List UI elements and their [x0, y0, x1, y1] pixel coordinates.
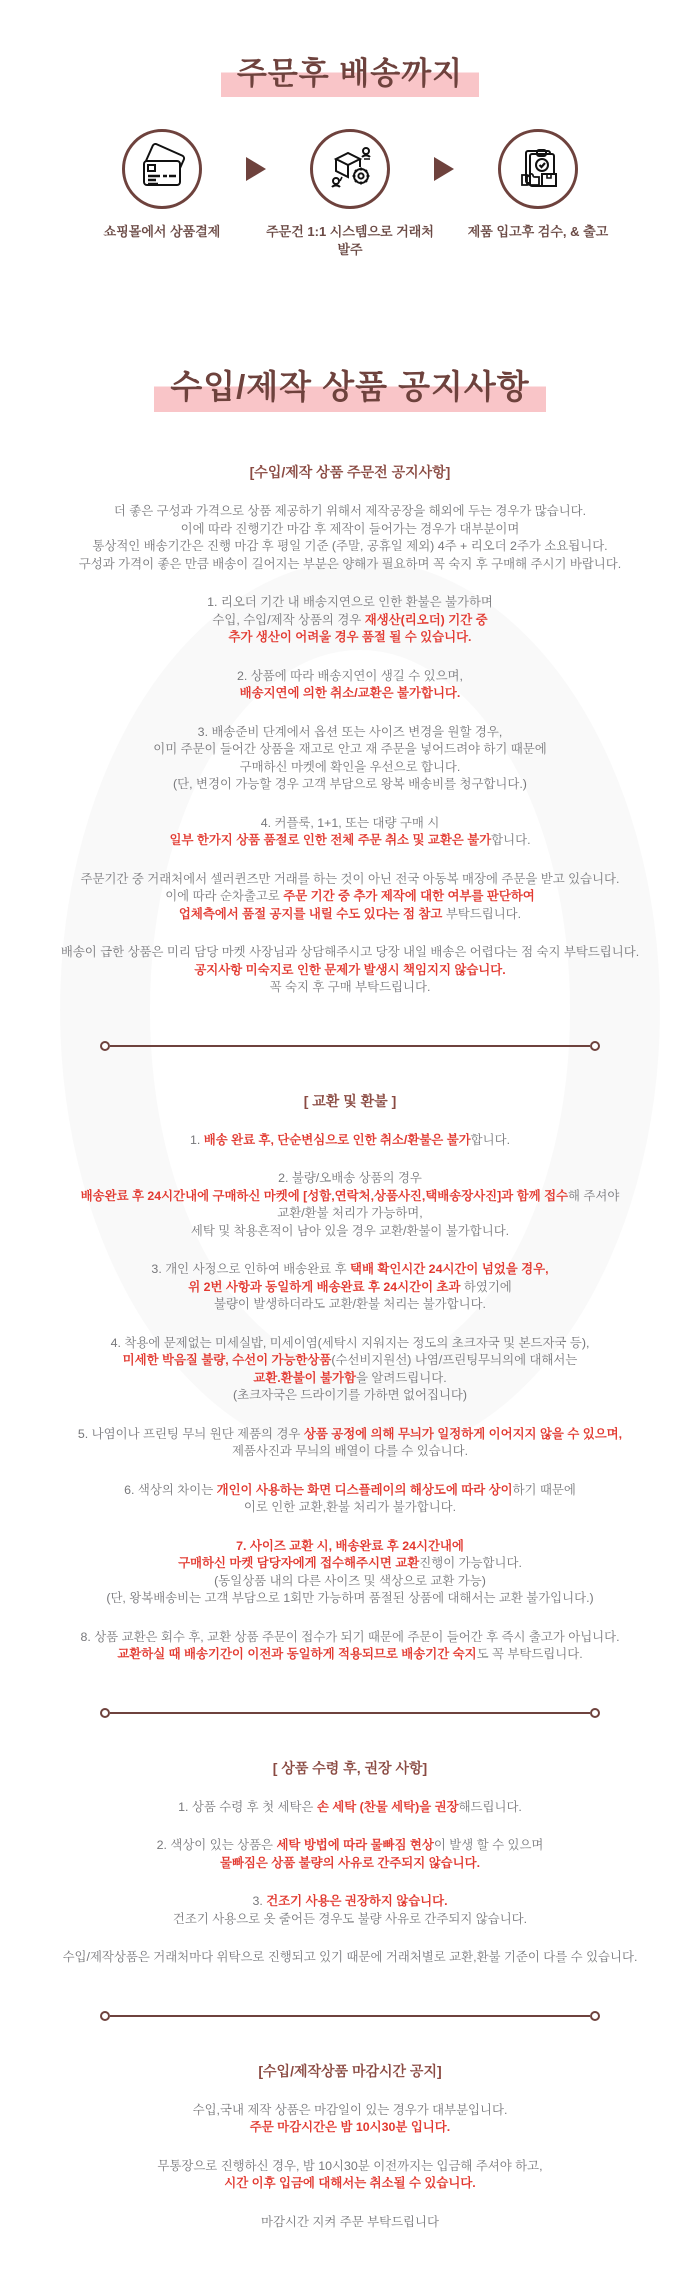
notice-text: 8. 상품 교환은 회수 후, 교환 상품 주문이 접수가 되기 때문에 주문이 들어간 후 즉시 출고가 아닙니다.	[80, 1629, 620, 1644]
notice-paragraph	[0, 1629, 700, 1664]
notice-text: (수선비지원선) 나염/프린팅무늬의에 대해서는	[331, 1353, 578, 1367]
notice-line	[0, 741, 700, 759]
notice-line	[0, 906, 700, 924]
notice-text: 4. 착용에 문제없는 미세실밥, 미세이염(세탁시 지워지는 정도의 초크자국 및 본드자국 등),	[110, 1335, 590, 1350]
notice-text: 하기 때문에	[512, 1482, 576, 1497]
notice-paragraph	[0, 1893, 700, 1928]
divider-dot	[100, 2011, 110, 2021]
process-step-payment	[78, 129, 246, 241]
notice-line	[0, 1387, 700, 1405]
notice-line	[0, 1893, 700, 1911]
notice-text: 부탁드립니다.	[445, 906, 522, 921]
notice-text: 더 좋은 구성과 가격으로 상품 제공하기 위해서 제작공장을 해외에 두는 경우가 많습니다.	[113, 504, 587, 518]
divider-line	[110, 1712, 590, 1714]
notice-line	[0, 1443, 700, 1461]
notice-text: 5. 나염이나 프린팅 무늬 원단 제품의 경우	[77, 1426, 304, 1441]
notice-text: 이 발생 할 수 있으며	[433, 1838, 544, 1852]
divider-dot	[100, 1708, 110, 1718]
order-system-icon	[310, 129, 390, 209]
arrow-right-icon	[434, 157, 454, 181]
credit-card-icon	[122, 129, 202, 209]
notice-line	[0, 1499, 700, 1517]
process-step-label: 쇼핑몰에서 상품결제	[103, 224, 221, 239]
notice-text-emphasis: 건조기 사용은 권장하지 않습니다.	[266, 1894, 448, 1908]
notice-text: 수입/제작상품은 거래처마다 위탁으로 진행되고 있기 때문에 거래처별로 교환,환불 기준이 다를 수 있습니다.	[62, 1950, 638, 1964]
notice-sections	[0, 462, 700, 2231]
notice-text-emphasis: 손 세탁 (찬물 세탁)을 권장	[316, 1799, 459, 1814]
notice-text-emphasis: 세탁 방법에 따라 물빠짐 현상	[276, 1838, 434, 1852]
notice-line	[0, 871, 700, 889]
notice-text-emphasis: 물빠짐은 상품 불량의 사유로 간주되지 않습니다.	[219, 1855, 481, 1870]
notice-text: 진행이 가능합니다.	[419, 1556, 522, 1570]
notice-text: 주문기간 중 거래처에서 셀러퀸즈만 거래를 하는 것이 아닌 전국 아동복 매장에 주문을 받고 있습니다.	[80, 871, 620, 886]
notice-text-emphasis: 배송지연에 의한 취소/교환은 불가합니다.	[239, 686, 461, 700]
notice-paragraph	[0, 2102, 700, 2137]
notice-line	[0, 1629, 700, 1647]
notice-line	[0, 1555, 700, 1573]
notice-line	[0, 724, 700, 742]
notice-line	[0, 1426, 700, 1444]
notice-line	[0, 2119, 700, 2137]
notice-paragraph	[0, 944, 700, 997]
notice-line	[0, 1205, 700, 1223]
section-subheading: [ 교환 및 환불 ]	[303, 1092, 397, 1109]
notice-line	[0, 2102, 700, 2120]
notice-line	[0, 1132, 700, 1150]
notice-line	[0, 668, 700, 686]
notice-text-emphasis: 교환하실 때 배송기간이 이전과 동일하게 적용되므로 배송기간 숙지	[117, 1647, 477, 1661]
notice-text-emphasis: 재생산(리오더) 기간 중	[364, 612, 488, 627]
notice-line	[0, 832, 700, 850]
notice-text: 이미 주문이 들어간 상품을 재고로 안고 재 주문을 넣어드려야 하기 때문에	[153, 742, 547, 756]
notice-paragraph	[0, 594, 700, 647]
notice-text: 해드립니다.	[458, 1799, 522, 1814]
notice-text: 3.	[252, 1894, 267, 1908]
notice-text: 꼭 숙지 후 구매 부탁드립니다.	[269, 980, 431, 994]
notice-text: 합니다.	[491, 833, 531, 847]
notice-text: (초크자국은 드라이기를 가하면 없어집니다)	[232, 1388, 468, 1402]
notice-text: 제품사진과 무늬의 배열이 다를 수 있습니다.	[231, 1444, 469, 1458]
notice-line	[0, 685, 700, 703]
notice-paragraph	[0, 668, 700, 703]
notice-line	[0, 1837, 700, 1855]
notice-paragraph	[0, 1538, 700, 1608]
notice-paragraph	[0, 2214, 700, 2232]
section-subheading: [ 상품 수령 후, 권장 사항]	[272, 1759, 428, 1776]
notice-line	[0, 1855, 700, 1873]
section-subheading: [수입/제작 상품 주문전 공지사항]	[249, 464, 451, 480]
notice-line	[0, 503, 700, 521]
notice-paragraph	[0, 2158, 700, 2193]
arrow-right-icon	[246, 157, 266, 181]
notice-paragraph	[0, 1837, 700, 1872]
notice-paragraph	[0, 1799, 700, 1817]
notice-text-emphasis: 추가 생산이 어려울 경우 품절 될 수 있습니다.	[228, 630, 472, 644]
notice-line	[0, 1949, 700, 1967]
notice-line	[0, 759, 700, 777]
notice-text-emphasis: 배송완료 후 24시간내에 구매하신 마켓에 [성함,연락처,상품사진,택배송장사진]과 함께 접수	[80, 1188, 569, 1203]
notice-text: 1. 상품 수령 후 첫 세탁은	[178, 1799, 317, 1814]
notice-line	[0, 1573, 700, 1591]
notice-text: 무통장으로 진행하신 경우, 밤 10시30분 이전까지는 입금해 주셔야 하고,	[157, 2158, 543, 2173]
notice-paragraph	[0, 724, 700, 794]
notice-paragraph	[0, 1261, 700, 1314]
notice-title-highlight: 수입/제작 상품 공지사항	[154, 359, 545, 414]
divider-dot	[590, 2011, 600, 2021]
notice-line	[0, 944, 700, 962]
notice-text-emphasis: 개인이 사용하는 화면 디스플레이의 해상도에 따라 상이	[216, 1482, 513, 1497]
notice-text-emphasis: 주문 기간 중 추가 제작에 대한 여부를 판단하여	[283, 889, 535, 903]
notice-paragraph	[0, 1132, 700, 1150]
section-divider	[100, 2011, 600, 2021]
notice-line	[0, 1799, 700, 1817]
section-divider	[100, 1041, 600, 1051]
process-step-label: 제품 입고후 검수, & 출고	[467, 224, 609, 239]
notice-text: 합니다.	[470, 1132, 511, 1147]
notice-text: 건조기 사용으로 옷 줄어든 경우도 불량 사유로 간주되지 않습니다.	[172, 1911, 528, 1926]
notice-text: 불량이 발생하더라도 교환/환불 처리는 불가합니다.	[213, 1297, 486, 1311]
notice-text-emphasis: 일부 한가지 상품 품절로 인한 전체 주문 취소 및 교환은 불가	[169, 833, 492, 847]
notice-text: 마감시간 지켜 주문 부탁드립니다	[261, 2214, 439, 2229]
notice-line	[0, 2158, 700, 2176]
process-step-order-system	[266, 129, 434, 259]
notice-line	[0, 1279, 700, 1297]
notice-line	[0, 594, 700, 612]
divider-line	[110, 2015, 590, 2017]
notice-text: (단, 왕복배송비는 고객 부담으로 1회만 가능하며 품절된 상품에 대해서는 교환 불가입니다.)	[106, 1591, 594, 1605]
notice-text: 통상적인 배송기간은 진행 마감 후 평일 기준 (주말, 공휴일 제외) 4주 + 리오더 2주가 소요됩니다.	[92, 539, 608, 553]
notice-line	[0, 888, 700, 906]
notice-line	[0, 1335, 700, 1353]
notice-paragraph	[0, 815, 700, 850]
notice-text: 2. 상품에 따라 배송지연이 생길 수 있으며,	[237, 668, 463, 683]
divider-dot	[100, 1041, 110, 1051]
notice-line	[0, 521, 700, 539]
order-process-flow	[0, 129, 700, 259]
notice-text-emphasis: 업체측에서 품절 공지를 내릴 수도 있다는 점 참고	[178, 906, 446, 921]
notice-text: 1. 리오더 기간 내 배송지연으로 인한 환불은 불가하며	[207, 595, 493, 609]
notice-text-emphasis: 미세한 박음질 불량, 수선이 가능한상품	[122, 1353, 332, 1367]
notice-line	[0, 979, 700, 997]
notice-text: 이에 따라 진행기간 마감 후 제작이 들어가는 경우가 대부분이며	[180, 521, 520, 536]
notice-text: 을 알려드립니다.	[355, 1370, 447, 1385]
notice-text: 해 주셔야	[568, 1188, 620, 1203]
notice-paragraph	[0, 1949, 700, 1967]
notice-paragraph	[0, 1335, 700, 1405]
notice-text-emphasis: 구매하신 마켓 담당자에게 접수해주시면 교환	[178, 1556, 420, 1570]
notice-section-title	[0, 359, 700, 414]
notice-text: 하였기에	[463, 1279, 512, 1294]
notice-paragraph	[0, 503, 700, 573]
notice-line	[0, 776, 700, 794]
notice-paragraph	[0, 1426, 700, 1461]
notice-text-emphasis: 주문 마감시간은 밤 10시30분 입니다.	[249, 2120, 451, 2134]
notice-line	[0, 1482, 700, 1500]
notice-line	[0, 1646, 700, 1664]
divider-dot	[590, 1708, 600, 1718]
section-divider	[100, 1708, 600, 1718]
notice-text: 세탁 및 착용흔적이 남아 있을 경우 교환/환불이 불가합니다.	[190, 1223, 510, 1238]
divider-dot	[590, 1041, 600, 1051]
notice-text-emphasis: 상품 공정에 의해 무늬가 일정하게 이어지지 않을 수 있으며,	[303, 1426, 623, 1441]
notice-line	[0, 1261, 700, 1279]
notice-paragraph	[0, 1482, 700, 1517]
notice-text: 교환/환불 처리가 가능하며,	[277, 1206, 423, 1220]
inspection-shipping-icon	[498, 129, 578, 209]
notice-line	[0, 556, 700, 574]
notice-text: 2. 색상이 있는 상품은	[156, 1838, 277, 1852]
notice-line	[0, 2214, 700, 2232]
notice-line	[0, 962, 700, 980]
notice-line	[0, 1370, 700, 1388]
notice-text: 4. 커플룩, 1+1, 또는 대량 구매 시	[260, 815, 440, 830]
notice-line	[0, 2175, 700, 2193]
page-title-highlight: 주문후 배송까지	[221, 46, 479, 99]
process-step-inspection	[454, 129, 622, 241]
notice-text-emphasis: 교환.환불이 불가함	[253, 1370, 356, 1385]
notice-text: 이에 따라 순차출고로	[165, 889, 284, 903]
notice-line	[0, 612, 700, 630]
notice-line	[0, 1911, 700, 1929]
process-step-label: 주문건 1:1 시스템으로 거래처 발주	[266, 224, 434, 257]
notice-line	[0, 538, 700, 556]
notice-paragraph	[0, 871, 700, 924]
notice-line	[0, 1590, 700, 1608]
notice-text: 이로 인한 교환,환불 처리가 불가합니다.	[243, 1500, 457, 1514]
divider-line	[110, 1045, 590, 1047]
notice-text: (단, 변경이 가능할 경우 고객 부담으로 왕복 배송비를 청구합니다.)	[173, 777, 527, 791]
notice-text: 1.	[189, 1132, 204, 1147]
notice-text: 도 꼭 부탁드립니다.	[476, 1647, 583, 1661]
notice-text: 3. 개인 사정으로 인하여 배송완료 후	[151, 1262, 350, 1276]
section-subheading: [수입/제작상품 마감시간 공지]	[258, 2062, 442, 2079]
notice-text: 수입, 수입/제작 상품의 경우	[212, 612, 365, 627]
notice-line	[0, 629, 700, 647]
notice-text: 수입,국내 제작 상품은 마감일이 있는 경우가 대부분입니다.	[192, 2102, 508, 2117]
notice-text: 배송이 급한 상품은 미리 담당 마켓 사장님과 상담해주시고 당장 내일 배송은 어렵다는 점 숙지 부탁드립니다.	[60, 945, 640, 959]
notice-line	[0, 1188, 700, 1206]
notice-line	[0, 1296, 700, 1314]
notice-line	[0, 1223, 700, 1241]
notice-line	[0, 815, 700, 833]
notice-line	[0, 1170, 700, 1188]
notice-text: (동일상품 내의 다른 사이즈 및 색상으로 교환 가능)	[214, 1573, 486, 1588]
notice-text-emphasis: 배송 완료 후, 단순변심으로 인한 취소/환불은 불가	[203, 1132, 471, 1147]
notice-text: 3. 배송준비 단계에서 옵션 또는 사이즈 변경을 원할 경우,	[197, 724, 503, 739]
notice-text: 구매하신 마켓에 확인을 우선으로 합니다.	[239, 759, 461, 774]
notice-text-emphasis: 위 2번 사항과 동일하게 배송완료 후 24시간이 초과	[188, 1279, 464, 1294]
notice-line	[0, 1538, 700, 1556]
notice-text: 구성과 가격이 좋은 만큼 배송이 길어지는 부분은 양해가 필요하며 꼭 숙지 후 구매해 주시기 바랍니다.	[78, 556, 622, 571]
page-title	[0, 46, 700, 99]
notice-text: 2. 불량/오배송 상품의 경우	[278, 1171, 422, 1185]
notice-text-emphasis: 시간 이후 입금에 대해서는 취소될 수 있습니다.	[224, 2176, 476, 2190]
notice-text: 6. 색상의 차이는	[124, 1482, 217, 1497]
notice-line	[0, 1352, 700, 1370]
notice-text-emphasis: 택배 확인시간 24시간이 넘었을 경우,	[349, 1262, 549, 1276]
notice-paragraph	[0, 1170, 700, 1240]
notice-text-emphasis: 7. 사이즈 교환 시, 배송완료 후 24시간내에	[236, 1538, 464, 1553]
notice-text-emphasis: 공지사항 미숙지로 인한 문제가 발생시 책임지지 않습니다.	[194, 962, 506, 977]
